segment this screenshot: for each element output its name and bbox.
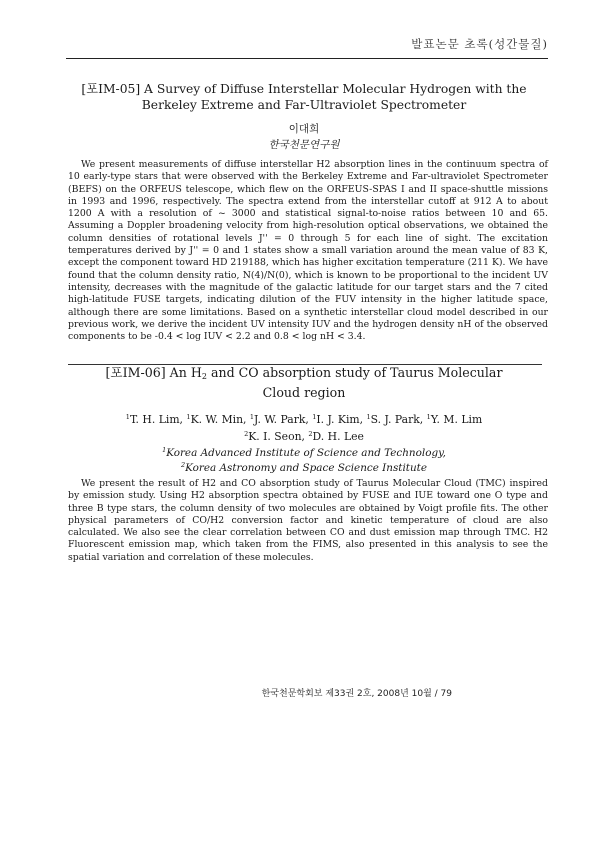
paper2-abstract: We present the result of H2 and CO absorption study of Taurus Molecular Cloud (TMC) inspired by emission study. Using H2 absorption spectra obtained by FUSE and IUE toward one O type and three B type stars, the column density of two molecules are obtained by Voigt profile fits. The other physical parameters of CO/H2 conversion factor and kinetic temperature of cloud are also calculated. We also see the clear correlation between CO and dust emission map through TMC. H2 Fluorescent emission map, which taken from the FIMS, also presented in this analysis to see the spatial variation and correlation of these molecules. bbox=[68, 478, 548, 563]
paper2-title bbox=[66, 365, 542, 401]
paper2-affiliation-1 bbox=[66, 444, 542, 459]
affiliation-name: Korea Advanced Institute of Science and Technology, bbox=[166, 447, 446, 459]
author-name: Y. M. Lim bbox=[430, 413, 483, 426]
author-name: J. W. Park, bbox=[254, 413, 313, 426]
affiliation-marker: 1 bbox=[162, 446, 167, 454]
author-marker: 2 bbox=[244, 430, 249, 438]
running-head: 발표논문 초록(성간물질) bbox=[411, 37, 548, 51]
paper2-title-prefix: [포IM-06] An H bbox=[105, 365, 202, 380]
author-marker: 1 bbox=[426, 413, 431, 421]
paper2-authors-line2 bbox=[66, 427, 542, 444]
author-name: S. J. Park, bbox=[370, 413, 427, 426]
paper2-authors bbox=[66, 410, 542, 474]
affiliation-name: Korea Astronomy and Space Science Institute bbox=[185, 462, 427, 474]
paper1-author: 이대희 bbox=[288, 123, 320, 135]
author-name: D. H. Lee bbox=[312, 430, 364, 443]
author-marker: 1 bbox=[366, 413, 371, 421]
paper1-affiliation: 한국천문연구원 bbox=[268, 139, 340, 151]
paper1-abstract: We present measurements of diffuse interstellar H2 absorption lines in the continuum spectra of 10 early-type stars that were observed with the Berkeley Extreme and Far-ultraviolet Spectrometer (BEFS) on the ORFEUS telescope, which flew on the ORFEUS-SPAS I and II space-shuttle missions in 1993 and 1996, respectively. The spectra extend from the interstellar cutoff at 912 A to about 1200 A with a resolution of ~ 3000 and statistical signal-to-noise ratios between 10 and 65. Assuming a Doppler broadening velocity from high-resolution optical observations, we obtained the column densities of rotational levels J'' = 0 through 5 for each line of sight. The excitation temperatures derived by J'' = 0 and 1 states show a small variation around the mean value of 83 K, except the component toward HD 219188, which has higher excitation temperature (211 K). We have found that the column density ratio, N(4)/N(0), which is known to be proportional to the incident UV intensity, decreases with the magnitude of the galactic latitude for our target stars and the 7 cited high-latitude FUSE targets, indicating dilution of the FUV intensity in the higher latitude space, although there are some limitations. Based on a synthetic interstellar cloud model described in our previous work, we derive the incident UV intensity IUV and the hydrogen density nH of the observed components to be -0.4 < log IUV < 2.2 and 0.8 < log nH < 3.4. bbox=[68, 159, 548, 343]
author-name: K. I. Seon, bbox=[248, 430, 309, 443]
author-marker: 1 bbox=[125, 413, 130, 421]
paper1-title-line2: Berkeley Extreme and Far-Ultraviolet Spectrometer bbox=[141, 98, 467, 112]
paper2-affiliation-2 bbox=[66, 459, 542, 474]
affiliation-marker: 2 bbox=[181, 461, 186, 469]
author-marker: 1 bbox=[186, 413, 191, 421]
paper2-title-suffix: and CO absorption study of Taurus Molecular bbox=[206, 365, 503, 380]
paper2-title-line2: Cloud region bbox=[262, 385, 346, 400]
author-marker: 1 bbox=[312, 413, 317, 421]
header-rule bbox=[66, 58, 548, 59]
paper1-authors bbox=[66, 121, 542, 153]
author-name: T. H. Lim, bbox=[129, 413, 187, 426]
paper1-title-line1: [포IM-05] A Survey of Diffuse Interstellar Molecular Hydrogen with the bbox=[81, 82, 527, 96]
paper2-title-subscript: 2 bbox=[201, 372, 207, 381]
author-name: I. J. Kim, bbox=[316, 413, 367, 426]
paper1-title bbox=[66, 81, 542, 113]
page-footer: 한국천문학회보 제33권 2호, 2008년 10월 / 79 bbox=[261, 689, 452, 699]
author-name: K. W. Min, bbox=[190, 413, 250, 426]
paper2-authors-line1 bbox=[66, 410, 542, 427]
author-marker: 1 bbox=[249, 413, 255, 421]
author-marker: 2 bbox=[308, 430, 313, 438]
